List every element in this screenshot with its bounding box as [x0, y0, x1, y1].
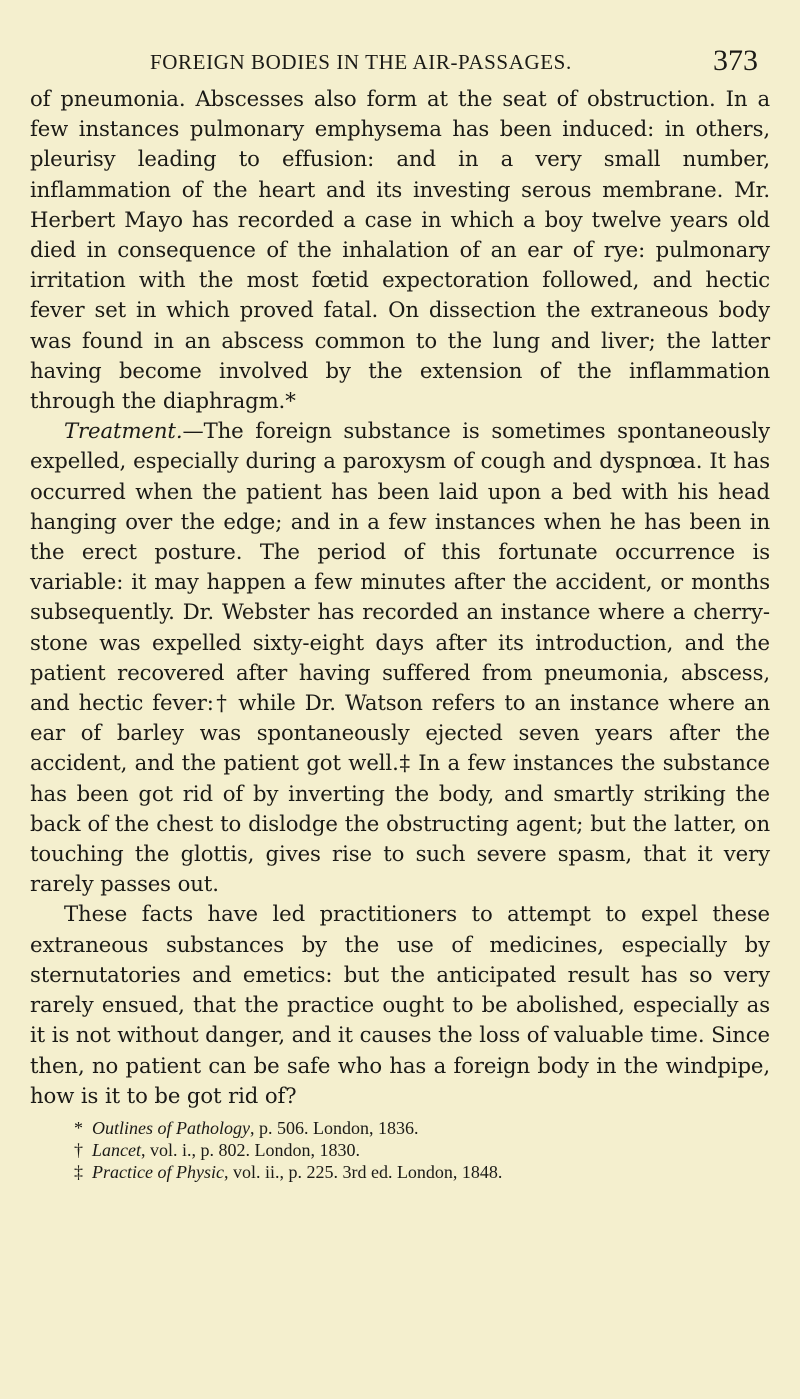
paragraph-continued: of pneumonia. Abscesses also form at the seat of obstruction. In a few instances pulmonary emphysema has been induced: in others, pleurisy leading to effusion: and in a very small number, inflammation of the heart and its investing serous membrane. Mr. Herbert Mayo has recorded a case in which a boy twelve years old died in consequence of the inhalation of an ear of rye: pulmonary irritation with the most fœtid expectoration followed, and hectic fever set in which proved fatal. On dissection the extraneous body was found in an abscess common to the lung and liver; the latter having become involved by the extension of the inflammation through the diaphragm.*: [30, 86, 770, 414]
footnote: [74, 1117, 770, 1139]
treatment-text: —The foreign substance is sometimes spontaneously expelled, especially during a paroxysm of cough and dyspnœa. It has occurred when the patient has been laid upon a bed with his head hanging over the edge; and in a few instances when he has been in the erect posture. The period of this fortunate occurrence is variable: it may happen a few minutes after the accident, or months subsequently. Dr. Webster has recorded an instance where a cherry-stone was expelled sixty-eight days after its introduction, and the patient recovered after having suffered from pneumonia, abscess, and hectic fever:† while Dr. Watson refers to an instance where an ear of barley was spontaneously ejected seven years after the accident, and the patient got well.‡ In a few instances the substance has been got rid of by inverting the body, and smartly striking the back of the chest to dislodge the obstructing agent; but the latter, on touching the glottis, gives rise to such severe spasm, that it very rarely passes out.: [30, 418, 770, 897]
book-page: [30, 44, 770, 1183]
footnote-title: Practice of Physic: [92, 1161, 224, 1182]
footnote-title: Outlines of Pathology: [92, 1117, 250, 1138]
body-text: [30, 84, 770, 1111]
footnote-title: Lancet: [92, 1139, 141, 1160]
footnote-mark: *: [74, 1117, 83, 1138]
treatment-heading: Treatment.: [64, 418, 183, 444]
footnote-text: , vol. i., p. 802. London, 1830.: [141, 1139, 360, 1160]
footnotes: [30, 1117, 770, 1183]
footnote-text: , vol. ii., p. 225. 3rd ed. London, 1848.: [223, 1161, 503, 1182]
footnote-text: , p. 506. London, 1836.: [249, 1117, 419, 1138]
paragraph-treatment: [30, 416, 770, 899]
footnote: [74, 1161, 770, 1183]
footnote-mark: ‡: [74, 1161, 83, 1182]
running-head: [30, 44, 770, 84]
footnote: [74, 1139, 770, 1161]
paragraph-practitioners: These facts have led practitioners to attempt to expel these extraneous substances by the use of medicines, especially by sternutatories and emetics: but the anticipated result has so very rarely ensued, that the practice ought to be abolished, especially as it is not without danger, and it causes the loss of valuable time. Since then, no patient can be safe who has a foreign body in the windpipe, how is it to be got rid of?: [30, 901, 770, 1108]
footnote-mark: †: [74, 1139, 83, 1160]
page-number: 373: [713, 44, 758, 77]
running-title: FOREIGN BODIES IN THE AIR-PASSAGES.: [150, 50, 572, 74]
